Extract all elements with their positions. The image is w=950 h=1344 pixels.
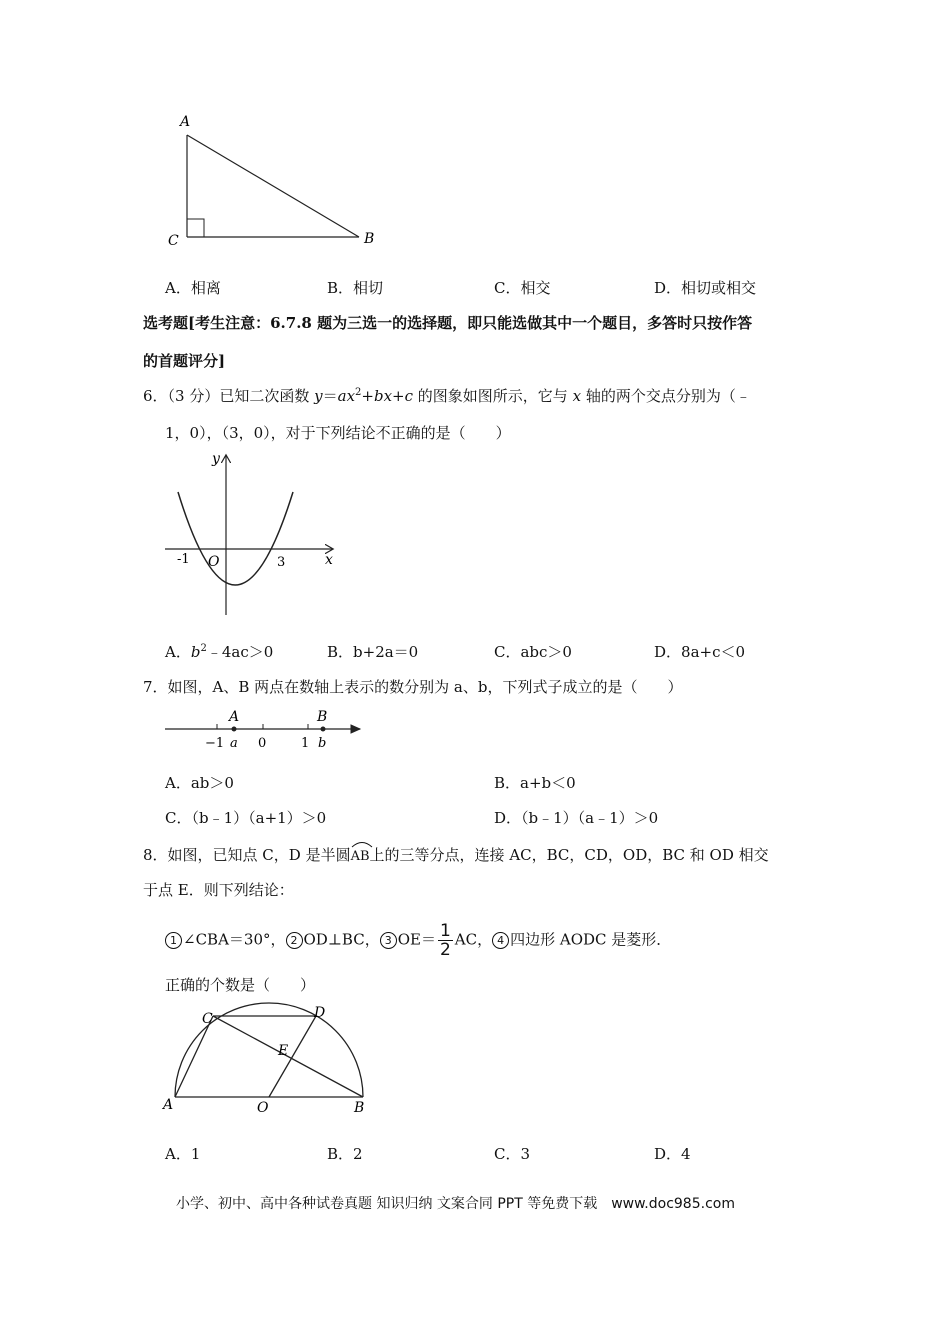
q8-conclusions: [165, 922, 671, 959]
q6-option-d: D．8a+c＜0: [654, 643, 746, 661]
value-a-label: a: [230, 736, 238, 751]
segment-ac: [175, 1016, 213, 1097]
q8-ask: 正确的个数是（ ）: [165, 976, 316, 994]
q8-stem-b: 上的三等分点，连接 AC，BC，CD，OD，BC 和 OD 相交: [369, 846, 769, 864]
conclusion-1: ∠CBA＝30°，: [183, 930, 286, 949]
q6-func-a: ax: [337, 387, 356, 405]
arc-ab-overline: [351, 840, 373, 848]
fraction-numerator: 1: [439, 921, 451, 941]
circled-3: 3: [380, 932, 397, 949]
tick-neg1-label: −1: [205, 736, 225, 751]
q6-stem-b: 的图象如图所示，它与: [413, 387, 573, 405]
page-footer: 小学、初中、高中各种试卷真题 知识归纳 文案合同 PPT 等免费下载 www.doc985.com: [176, 1196, 735, 1212]
point-o-label: O: [257, 1100, 269, 1116]
q6-func-eq: ＝: [322, 387, 338, 405]
point-a-label: A: [229, 709, 240, 725]
q6-parabola-figure: [160, 450, 345, 620]
point-b-dot: [321, 727, 326, 732]
conclusion-2: OD⊥BC，: [303, 930, 380, 949]
circled-2: 2: [286, 932, 303, 949]
circled-1: 1: [165, 932, 182, 949]
q8-option-a: A．1: [165, 1145, 201, 1163]
origin-label: O: [208, 554, 220, 570]
q6-stem-line1: [143, 386, 751, 406]
q6-func-sup: 2: [355, 387, 362, 398]
q7-stem: 7．如图，A、B 两点在数轴上表示的数分别为 a、b，下列式子成立的是（ ）: [143, 678, 683, 696]
q6-score: （3 分）: [167, 387, 220, 405]
q7-option-b: B．a+b＜0: [494, 774, 576, 792]
q6-option-a-sup: 2: [200, 643, 207, 654]
q7-number-line-figure: [160, 705, 375, 753]
q6-option-c: C．abc＞0: [494, 643, 572, 661]
q8-semicircle-figure: [160, 1000, 375, 1120]
q8-stem-line2: 于点 E．则下列结论：: [143, 881, 294, 899]
point-a-label: A: [163, 1097, 174, 1113]
q6-option-b: B．b+2a＝0: [327, 643, 419, 661]
q6-option-a: [165, 642, 273, 662]
q6-option-a-prefix: A．: [165, 643, 191, 661]
conclusion-4: 四边形 AODC 是菱形．: [510, 930, 672, 949]
tick-1-label: 1: [301, 736, 310, 751]
q6-stem-c: 轴的两个交点分别为（﹣: [581, 387, 751, 405]
point-c-label: C: [202, 1011, 213, 1027]
q8-option-b: B．2: [327, 1145, 363, 1163]
point-a-dot: [232, 727, 237, 732]
tick-3-label: 3: [277, 555, 286, 570]
right-angle-mark: [187, 219, 204, 237]
tick-0-label: 0: [258, 736, 267, 751]
q7-option-d: D．（b﹣1）（a﹣1）＞0: [494, 809, 659, 827]
q8-option-c: C．3: [494, 1145, 531, 1163]
point-b-label: B: [354, 1100, 365, 1116]
q6-option-a-b: b: [190, 643, 201, 661]
fraction-denominator: 2: [439, 940, 451, 960]
elective-notice-line1: 选考题[考生注意：6.7.8 题为三选一的选择题，即只能选做其中一个题目，多答时只按作答: [143, 314, 753, 332]
parabola-curve: [178, 492, 293, 585]
q8-stem-a: 8．如图，已知点 C，D 是半圆: [143, 846, 351, 864]
q5-option-d: D．相切或相交: [654, 279, 757, 297]
q6-number: 6．: [143, 387, 168, 405]
q6-func-b: +bx+c: [361, 387, 414, 405]
q5-option-a: A．相离: [165, 279, 221, 297]
q5-option-b: B．相切: [327, 279, 384, 297]
label-b: B: [364, 231, 375, 247]
q7-option-c: C．（b﹣1）（a+1）＞0: [165, 809, 327, 827]
q6-option-a-rest: ﹣4ac＞0: [206, 643, 274, 661]
label-a: A: [180, 114, 191, 130]
point-b-label: B: [317, 709, 328, 725]
tick-neg1-label: -1: [177, 552, 190, 567]
circled-4: 4: [492, 932, 509, 949]
q6-func-y: y: [314, 387, 323, 405]
arc-ab-symbol: [351, 843, 370, 867]
elective-notice-line2: 的首题评分]: [143, 352, 226, 370]
point-d-label: D: [314, 1005, 326, 1021]
q6-stem-x: x: [572, 387, 582, 405]
triangle-side-ab: [187, 135, 359, 237]
q5-triangle-figure: [160, 108, 390, 253]
x-axis-label: x: [325, 552, 333, 568]
value-b-label: b: [318, 736, 327, 751]
conclusion-3-pre: OE＝: [397, 930, 436, 949]
segment-od: [269, 1016, 316, 1097]
q6-stem-a: 已知二次函数: [219, 387, 315, 405]
q8-option-d: D．4: [654, 1145, 691, 1163]
q6-stem-line2: 1，0），（3，0），对于下列结论不正确的是（ ）: [165, 424, 511, 442]
y-axis-label: y: [212, 451, 220, 467]
q7-option-a: A．ab＞0: [165, 774, 234, 792]
q5-option-c: C．相交: [494, 279, 551, 297]
conclusion-3-post: AC，: [454, 930, 493, 949]
q8-stem-line1: [143, 843, 769, 867]
point-e-label: E: [278, 1043, 289, 1059]
arc-ab-text: AB: [350, 849, 370, 864]
fraction-one-half: [438, 922, 453, 959]
label-c: C: [168, 233, 179, 249]
